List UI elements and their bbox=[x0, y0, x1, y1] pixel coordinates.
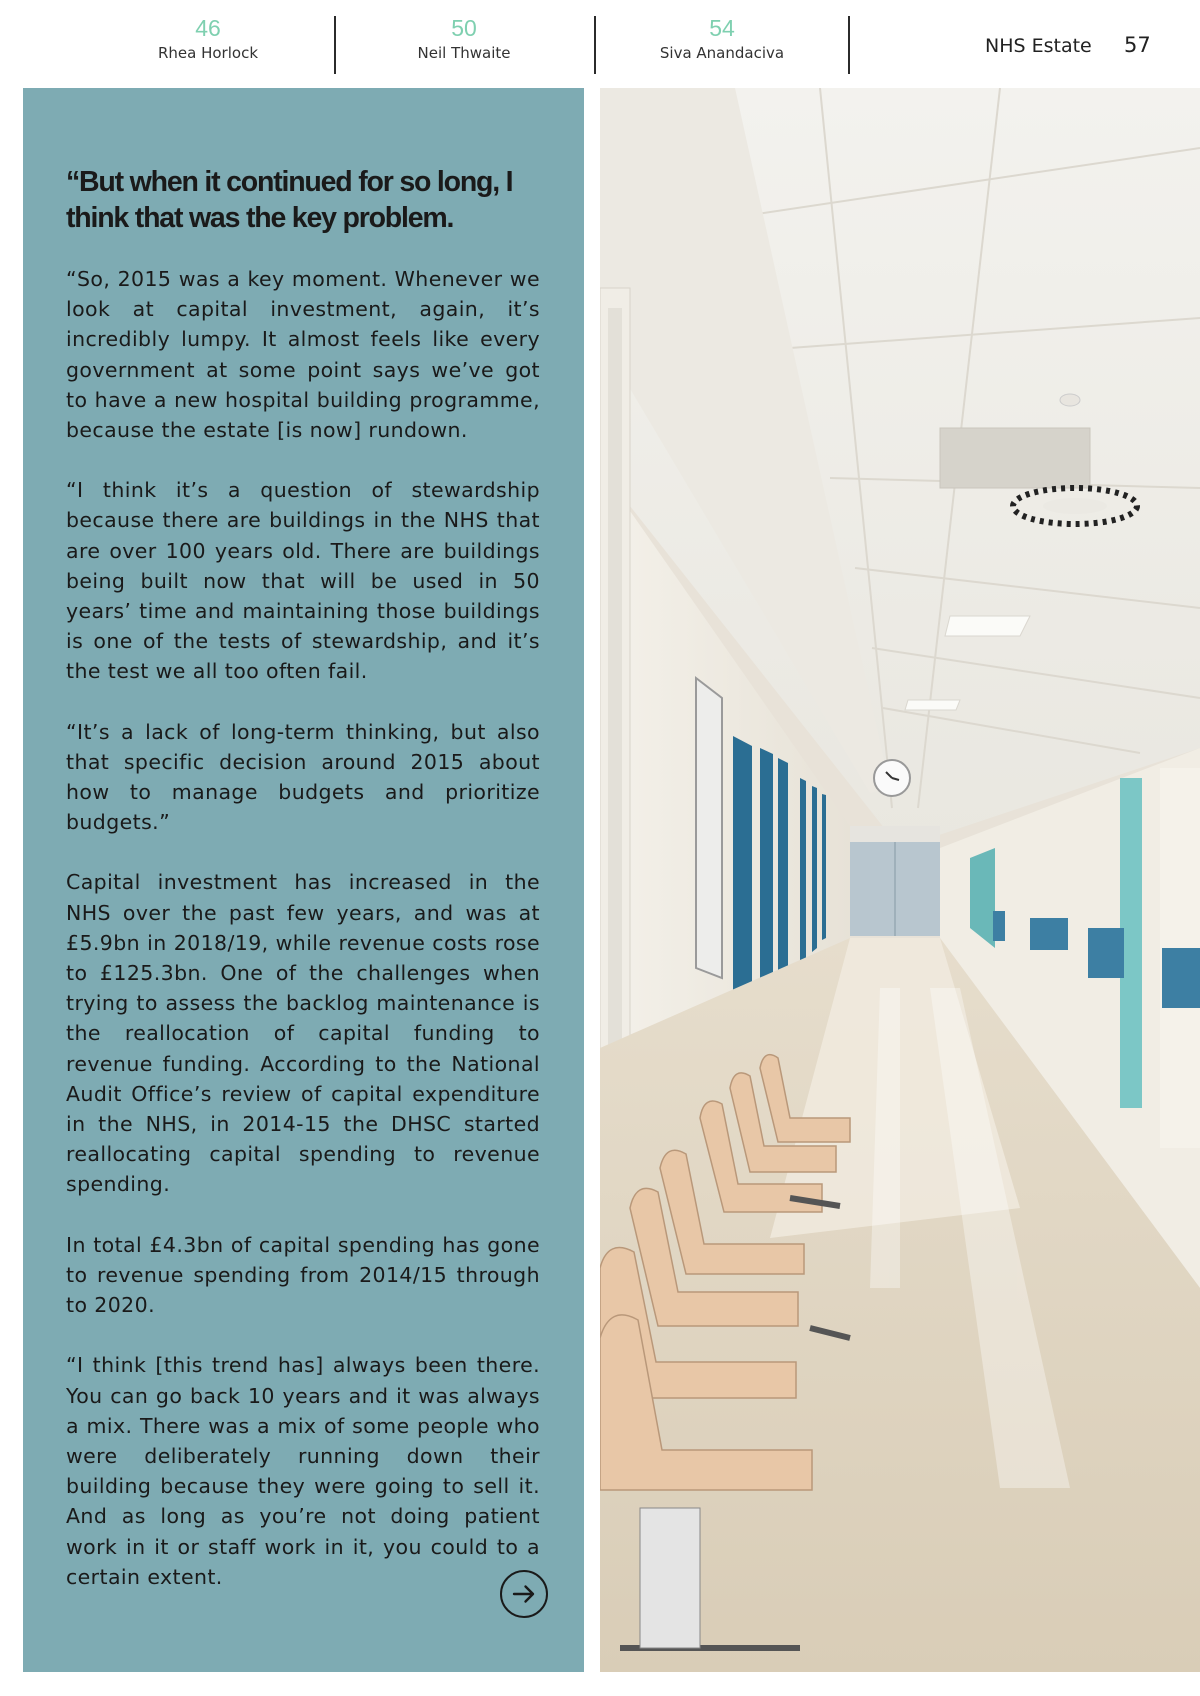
paragraph: Capital investment has increased in the NHS over the past few years, and was at £5.9bn in 2018/19, while revenue costs rose to £125.3bn. One of the challenges when trying to assess the backlog maintenance is the reallocation of capital funding to revenue funding. According to the National Audit Office’s review of capital expenditure in the NHS, in 2014-15 the DHSC started reallocating capital spending to revenue spending. bbox=[66, 870, 540, 1197]
nav-item-siva-anandaciva[interactable] bbox=[602, 14, 842, 62]
nav-item-page-number: 54 bbox=[709, 15, 735, 41]
paragraph: “I think it’s a question of stewardship because there are buildings in the NHS that are over 100 years old. There are buildings being built now that will be used in 50 years’ time and maintaining those buildings is one of the tests of stewardship, and it’s the test we all too often fail. bbox=[66, 478, 540, 684]
top-navigation bbox=[0, 0, 1200, 86]
nav-divider bbox=[334, 16, 336, 74]
nav-item-name: Siva Anandaciva bbox=[659, 44, 785, 62]
nav-item-neil-thwaite[interactable] bbox=[344, 14, 584, 62]
arrow-right-circle-icon bbox=[502, 1572, 546, 1616]
paragraph: “It’s a lack of long-term thinking, but also that specific decision around 2015 about how to manage budgets and prioritize budgets.” bbox=[66, 719, 540, 835]
nav-item-page-number: 46 bbox=[195, 15, 221, 41]
nav-item-page-number: 50 bbox=[451, 15, 477, 41]
nav-item-rhea-horlock[interactable] bbox=[88, 14, 328, 62]
nav-item-name: Rhea Horlock bbox=[157, 44, 259, 62]
nav-divider bbox=[848, 16, 850, 74]
article-body bbox=[66, 264, 540, 1592]
nav-item-name: Neil Thwaite bbox=[417, 44, 511, 62]
section-label: NHS Estate bbox=[985, 35, 1092, 57]
page-number: 57 bbox=[1124, 33, 1151, 57]
paragraph: In total £4.3bn of capital spending has gone to revenue spending from 2014/15 through to 2020. bbox=[66, 1232, 540, 1318]
nav-divider bbox=[594, 16, 596, 74]
paragraph: “So, 2015 was a key moment. Whenever we look at capital investment, again, it’s incredibly lumpy. It almost feels like every government at some point says we’ve got to have a new hospital building programme, because the estate [is now] rundown. bbox=[66, 267, 540, 443]
hospital-corridor-photo bbox=[600, 88, 1200, 1672]
next-page-button[interactable] bbox=[500, 1570, 548, 1618]
pull-quote: “But when it continued for so long, I think that was the key problem. bbox=[66, 166, 513, 234]
paragraph: “I think [this trend has] always been there. You can go back 10 years and it was always a mix. There was a mix of some people who were deliberately running down their building because they were going to sell it. And as long as you’re not doing patient work in it or staff work in it, you could to a certain extent. bbox=[66, 1353, 540, 1589]
text-panel bbox=[23, 88, 584, 1672]
